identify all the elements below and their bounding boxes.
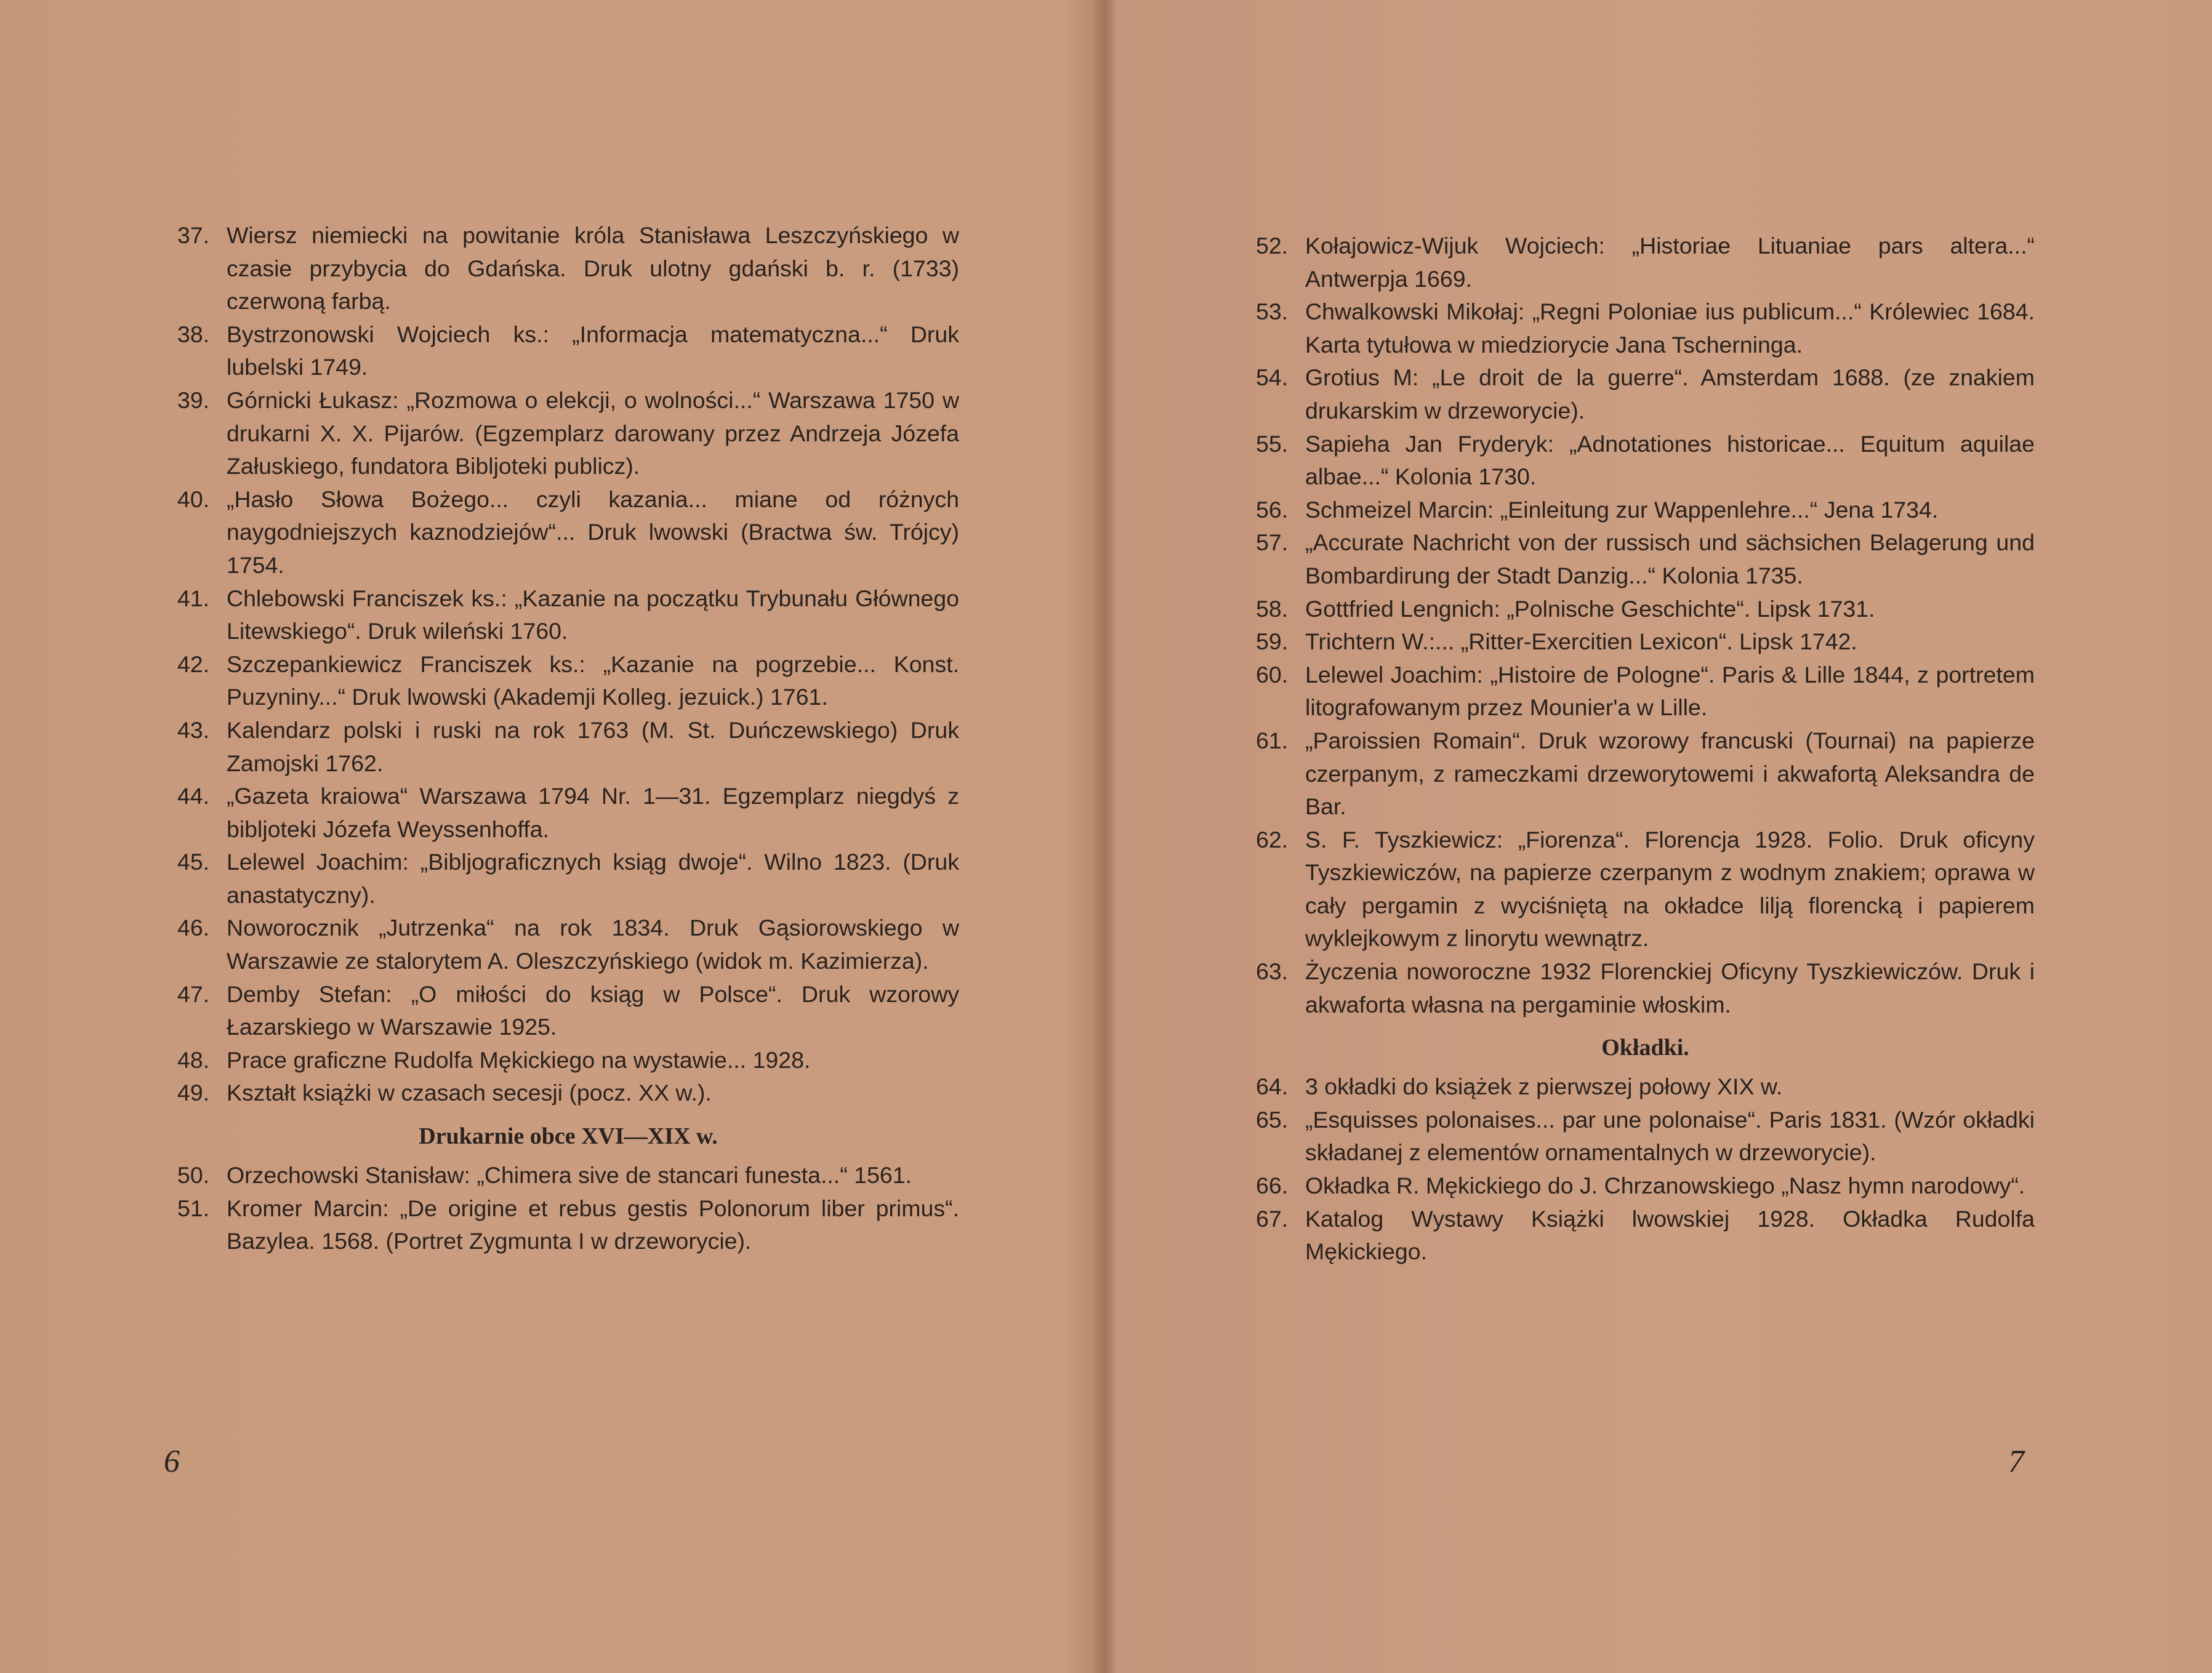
catalog-entry [1256,526,2035,592]
entry-number: 37. [177,222,210,248]
catalog-entry [177,1077,959,1110]
catalog-entry [1256,230,2035,295]
right-page [1108,0,2212,1673]
entry-number: 43. [177,716,210,743]
entry-number: 63. [1256,958,1289,985]
entry-text: Sapieha Jan Fryderyk: „Adnotationes historicae... Equitum aquilae albae...“ Kolonia 1730. [1305,430,2035,490]
catalog-entry [1256,361,2035,427]
entry-text: S. F. Tyszkiewicz: „Fiorenza“. Florencja 1928. Folio. Druk oficyny Tyszkiewiczów, na papierze czerpanym z wodnym znakiem; oprawa w cały pergamin z wyciśniętą na okładce lilją florencką i papierem wyklejkowym z linorytu wewnątrz. [1305,826,2035,952]
entry-text: Grotius M: „Le droit de la guerre“. Amsterdam 1688. (ze znakiem drukarskim w drzeworycie). [1305,364,2035,423]
entry-number: 38. [177,321,210,347]
entry-number: 67. [1256,1205,1289,1232]
catalog-entry [177,219,959,318]
right-entries-list [1256,230,2035,1021]
entry-number: 58. [1256,595,1289,622]
entry-text: Górnicki Łukasz: „Rozmowa o elekcji, o wolności...“ Warszawa 1750 w drukarni X. X. Pijarów. (Egzemplarz darowany przez Andrzeja Józefa Załuskiego, fundatora Bibljoteki publicz). [227,387,959,479]
catalog-entry [1256,1070,2035,1104]
left-page [0,0,1102,1673]
entry-number: 45. [177,849,210,875]
entry-text: Gottfried Lengnich: „Polnische Geschichte“. Lipsk 1731. [1305,595,1875,622]
entry-text: „Gazeta kraiowa“ Warszawa 1794 Nr. 1—31. Egzemplarz niegdyś z bibljoteki Józefa Weyssenhoffa. [227,783,959,842]
entry-number: 51. [177,1195,210,1221]
right-page-column [1256,230,2035,1269]
entry-number: 57. [1256,529,1289,556]
entry-number: 46. [177,915,210,941]
section-heading-covers: Okładki. [1601,1035,1689,1061]
entry-number: 54. [1256,364,1289,391]
catalog-entry [177,318,959,384]
entry-text: Trichtern W.:... „Ritter-Exercitien Lexicon“. Lipsk 1742. [1305,628,1857,655]
entry-text: Schmeizel Marcin: „Einleitung zur Wappenlehre...“ Jena 1734. [1305,496,1939,523]
catalog-entry [177,846,959,912]
left-entries-list [177,219,959,1110]
left-entries-list-2 [177,1159,959,1258]
entry-text: Prace graficzne Rudolfa Mękickiego na wystawie... 1928. [227,1046,811,1073]
entry-text: Kromer Marcin: „De origine et rebus gestis Polonorum liber primus“. Bazylea. 1568. (Portret Zygmunta I w drzeworycie). [227,1195,959,1254]
entry-text: Okładka R. Mękickiego do J. Chrzanowskiego „Nasz hymn narodowy“. [1305,1173,2025,1199]
catalog-entry [1256,659,2035,724]
entry-number: 48. [177,1046,210,1073]
entry-number: 62. [1256,826,1289,853]
entry-number: 41. [177,585,210,611]
entry-text: Wiersz niemiecki na powitanie króla Stanisława Leszczyńskiego w czasie przybycia do Gdańska. Druk ulotny gdański b. r. (1733) czerwoną farbą. [227,222,959,315]
catalog-entry [1256,724,2035,824]
catalog-entry [177,1192,959,1258]
entry-number: 64. [1256,1073,1289,1100]
catalog-entry [177,714,959,780]
catalog-entry [1256,593,2035,626]
catalog-entry [1256,1104,2035,1169]
page-number: 7 [2008,1444,2024,1479]
catalog-entry [177,1044,959,1077]
catalog-entry [177,648,959,714]
entry-number: 66. [1256,1173,1289,1199]
left-page-column [177,219,959,1258]
entry-text: Lelewel Joachim: „Histoire de Pologne“. Paris & Lille 1844, z portretem litografowanym przez Mounier'a w Lille. [1305,661,2035,721]
catalog-entry [177,1159,959,1192]
catalog-entry [1256,955,2035,1021]
entry-text: Życzenia noworoczne 1932 Florenckiej Oficyny Tyszkiewiczów. Druk i akwaforta własna na pergaminie włoskim. [1305,958,2035,1017]
entry-text: Kołajowicz-Wijuk Wojciech: „Historiae Lituaniae pars altera...“ Antwerpja 1669. [1305,233,2035,292]
catalog-entry [177,978,959,1044]
entry-number: 40. [177,486,210,512]
catalog-entry [1256,494,2035,527]
entry-number: 50. [177,1162,210,1189]
entry-number: 42. [177,651,210,677]
right-entries-list-2 [1256,1070,2035,1269]
entry-text: 3 okładki do książek z pierwszej połowy XIX w. [1305,1073,1783,1100]
entry-number: 49. [177,1080,210,1106]
catalog-entry [177,582,959,648]
entry-text: „Paroissien Romain“. Druk wzorowy francuski (Tournai) na papierze czerpanym, z rameczkami drzeworytowemi i akwafortą Aleksandra de Bar. [1305,727,2035,820]
entry-text: Noworocznik „Jutrzenka“ na rok 1834. Druk Gąsiorowskiego w Warszawie ze stalorytem A. Oleszczyńskiego (widok m. Kazimierza). [227,915,959,974]
catalog-entry [177,384,959,483]
entry-text: Kształt książki w czasach secesji (pocz. XX w.). [227,1080,712,1106]
entry-number: 53. [1256,299,1289,325]
entry-text: Orzechowski Stanisław: „Chimera sive de stancari funesta...“ 1561. [227,1162,912,1189]
entry-text: „Accurate Nachricht von der russisch und sächsichen Belagerung und Bombardirung der Stadt Danzig...“ Kolonia 1735. [1305,529,2035,588]
catalog-entry [1256,1169,2035,1203]
catalog-entry [177,483,959,582]
catalog-entry [177,780,959,846]
page-number: 6 [164,1444,180,1479]
entry-text: Demby Stefan: „O miłości do ksiąg w Polsce“. Druk wzorowy Łazarskiego w Warszawie 1925. [227,981,959,1040]
entry-number: 61. [1256,727,1289,753]
entry-number: 60. [1256,661,1289,688]
catalog-entry [1256,428,2035,494]
entry-text: „Hasło Słowa Bożego... czyli kazania... miane od różnych naygodniejszych kaznodziejów“... Druk lwowski (Bractwa św. Trójcy) 1754. [227,486,959,578]
entry-number: 55. [1256,430,1289,457]
catalog-entry [1256,625,2035,659]
catalog-entry [177,912,959,977]
entry-text: Chlebowski Franciszek ks.: „Kazanie na początku Trybunału Głównego Litewskiego“. Druk wileński 1760. [227,585,959,644]
section-heading-foreign-presses: Drukarnie obce XVI—XIX w. [419,1123,718,1150]
entry-number: 47. [177,981,210,1007]
entry-text: Szczepankiewicz Franciszek ks.: „Kazanie na pogrzebie... Konst. Puzyniny...“ Druk lwowski (Akademji Kolleg. jezuick.) 1761. [227,651,959,710]
entry-text: Chwalkowski Mikołaj: „Regni Poloniae ius publicum...“ Królewiec 1684. Karta tytułowa w miedziorycie Jana Tscherninga. [1305,299,2035,358]
entry-number: 39. [177,387,210,413]
entry-number: 52. [1256,233,1289,259]
entry-text: Kalendarz polski i ruski na rok 1763 (M. St. Duńczewskiego) Druk Zamojski 1762. [227,716,959,776]
catalog-entry [1256,295,2035,361]
entry-number: 44. [177,783,210,809]
entry-text: Katalog Wystawy Książki lwowskiej 1928. Okładka Rudolfa Mękickiego. [1305,1205,2035,1265]
catalog-entry [1256,824,2035,955]
entry-number: 59. [1256,628,1289,655]
entry-number: 56. [1256,496,1289,523]
entry-number: 65. [1256,1106,1289,1133]
catalog-entry [1256,1203,2035,1269]
entry-text: Lelewel Joachim: „Bibljograficznych ksiąg dwoje“. Wilno 1823. (Druk anastatyczny). [227,849,959,908]
entry-text: Bystrzonowski Wojciech ks.: „Informacja matematyczna...“ Druk lubelski 1749. [227,321,959,380]
entry-text: „Esquisses polonaises... par une polonaise“. Paris 1831. (Wzór okładki składanej z elementów ornamentalnych w drzeworycie). [1305,1106,2035,1166]
